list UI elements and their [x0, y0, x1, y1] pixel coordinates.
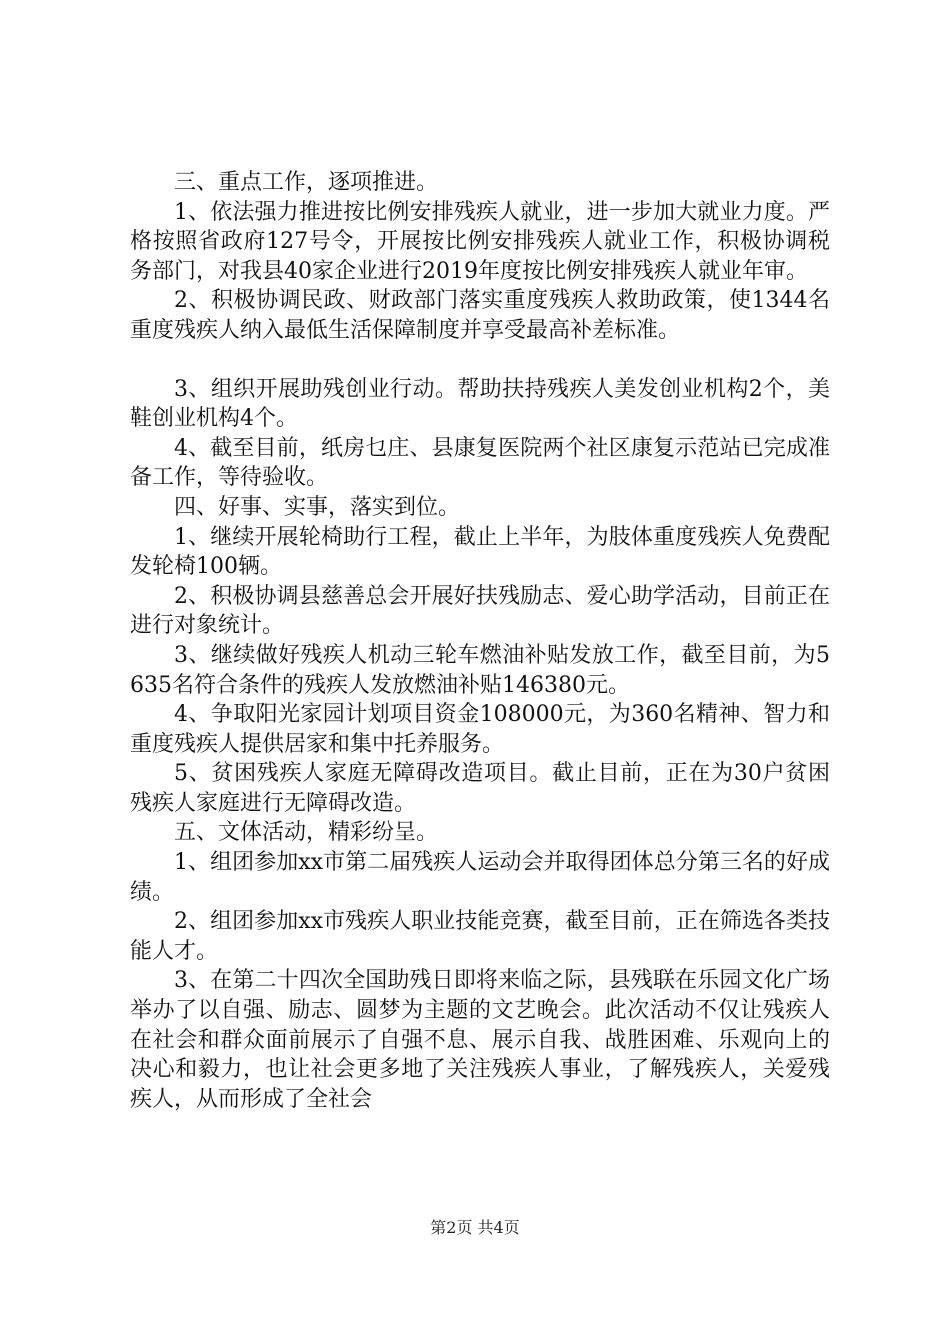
paragraph-wheelchairs: 1、继续开展轮椅助行工程，截止上半年，为肢体重度残疾人免费配发轮椅100辆。 [130, 524, 830, 580]
paragraph-spacer [130, 346, 830, 375]
paragraph-fuel-subsidy: 3、继续做好残疾人机动三轮车燃油补贴发放工作，截至目前，为5635名符合条件的残疾人发放燃油补贴146380元。 [130, 642, 830, 698]
document-body [130, 168, 830, 1114]
paragraph-evening-gala: 3、在第二十四次全国助残日即将来临之际，县残联在乐园文化广场举办了以自强、励志、圆梦为主题的文艺晚会。此次活动不仅让残疾人在社会和群众面前展示了自强不息、展示自我、战胜困难、乐观向上的决心和毅力，也让社会更多地了关注残疾人事业，了解残疾人，关爱残疾人，从而形成了全社会 [130, 968, 830, 1112]
paragraph-sports-games: 1、组团参加xx市第二届残疾人运动会并取得团体总分第三名的好成绩。 [130, 850, 830, 905]
paragraph-entrepreneurship: 3、组织开展助残创业行动。帮助扶持残疾人美发创业机构2个，美鞋创业机构4个。 [130, 376, 830, 432]
section-heading-culture-sports: 五、文体活动，精彩纷呈。 [174, 820, 439, 846]
paragraph-skills-contest: 2、组团参加xx市残疾人职业技能竞赛，截至目前，正在筛选各类技能人才。 [130, 909, 830, 964]
paragraph-relief-policy: 2、积极协调民政、财政部门落实重度残疾人救助政策，使1344名重度残疾人纳入最低生活保障制度并享受最高补差标准。 [130, 288, 830, 343]
paragraph-sunshine-home: 4、争取阳光家园计划项目资金108000元，为360名精神、智力和重度残疾人提供居家和集中托养服务。 [130, 702, 830, 757]
paragraph-rehab-stations: 4、截至目前，纸房乜庄、县康复医院两个社区康复示范站已完成准备工作，等待验收。 [130, 435, 830, 491]
paragraph-charity: 2、积极协调县慈善总会开展好扶残励志、爱心助学活动，目前正在进行对象统计。 [130, 583, 830, 639]
section-heading-good-deeds: 四、好事、实事，落实到位。 [174, 494, 461, 520]
paragraph-barrier-free: 5、贫困残疾人家庭无障碍改造项目。截止目前，正在为30户贫困残疾人家庭进行无障碍改造。 [130, 761, 830, 816]
section-heading-key-work: 三、重点工作，逐项推进。 [174, 170, 439, 195]
paragraph-employment: 1、依法强力推进按比例安排残疾人就业，进一步加大就业力度。严格按照省政府127号令，开展按比例安排残疾人就业工作，积极协调税务部门，对我县40家企业进行2019年度按比例安排残疾人就业年审。 [130, 199, 830, 284]
page-footer: 第2页 共4页 [430, 1218, 520, 1237]
